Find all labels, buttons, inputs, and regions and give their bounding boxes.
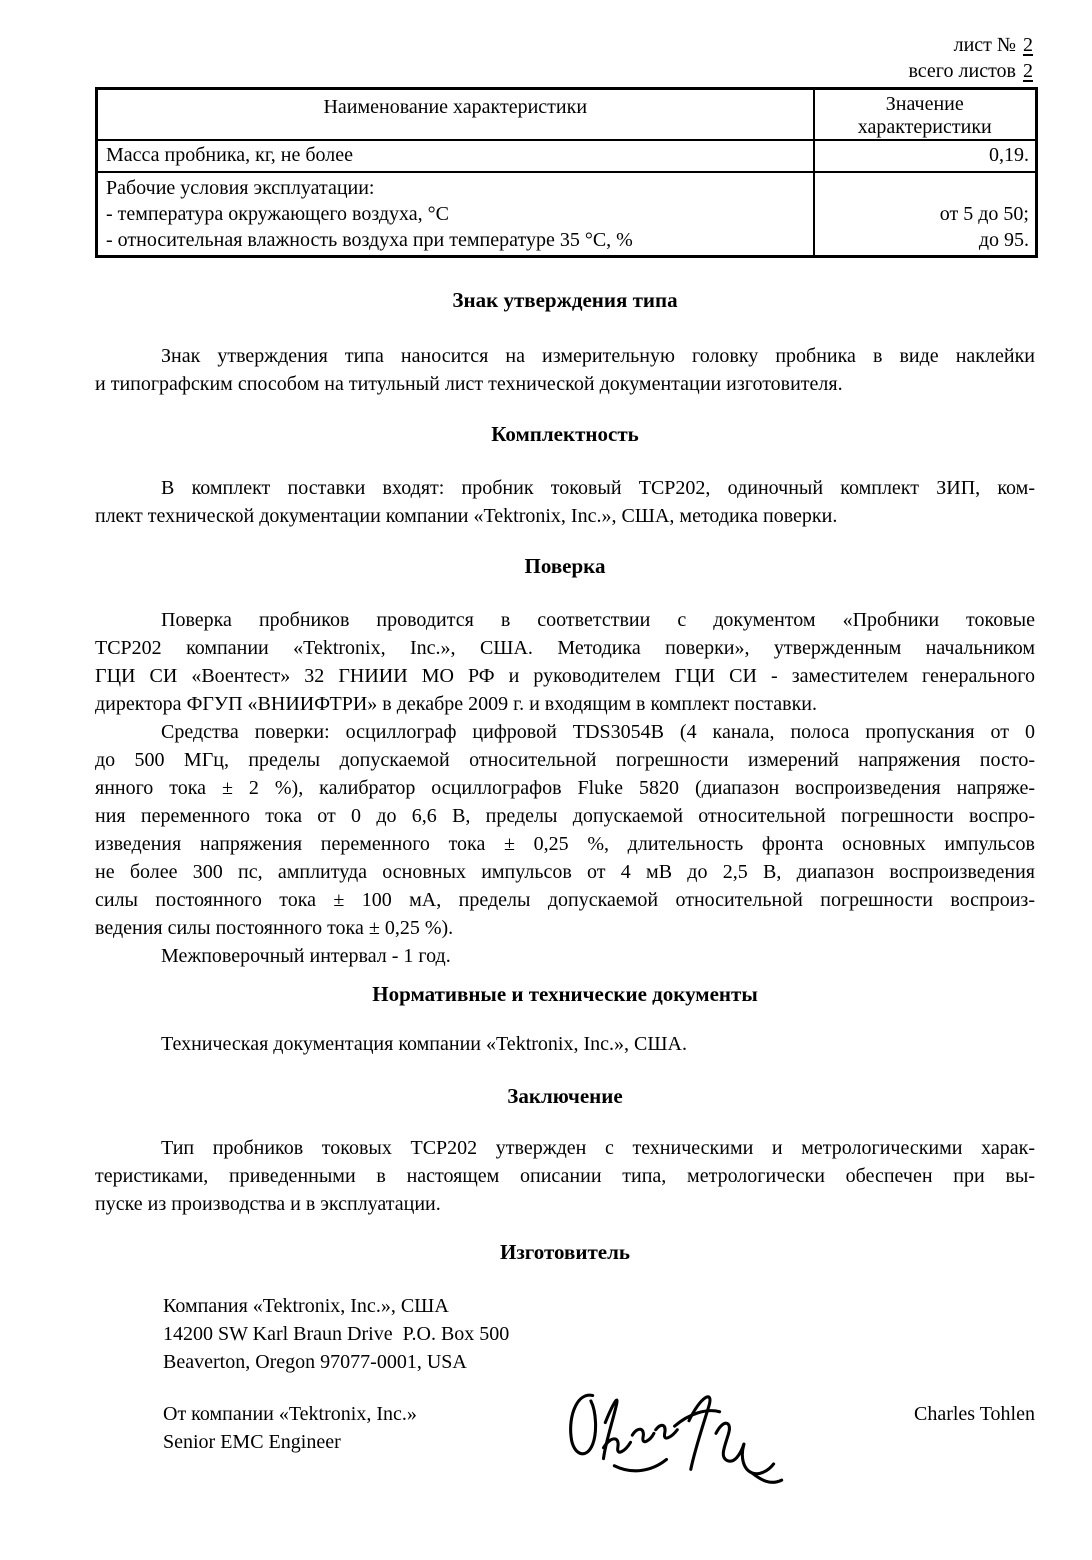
approval-mark-paragraph: Знак утверждения типа наносится на измерительную головку пробника в виде наклейки и типографским способом на титульный лист технической документации изготовителя. <box>95 345 1035 395</box>
column-header-value: Значение характеристики <box>814 89 1037 141</box>
normative-docs-paragraph: Техническая документация компании «Tektronix, Inc.», США. <box>161 1033 687 1055</box>
title-normative: Нормативные и технические документы <box>372 982 758 1006</box>
verification-paragraph-1: Поверка пробников проводится в соответствии с документом «Пробники токовые TCP202 компании «Tektronix, Inc.», США. Методика поверки», утвержденным начальником ГЦИ СИ «Воентест» 32 ГНИИИ МО РФ и руководителем ГЦИ СИ - заместителем генерального директора ФГУП «ВНИИФТРИ» в декабре 2009 г. и входящим в комплект поставки. <box>95 609 1035 715</box>
sheet-number: 2 <box>1023 34 1033 56</box>
signature-row <box>95 1400 1035 1489</box>
row-mass-name: Масса пробника, кг, не более <box>97 140 814 172</box>
signer-name: Charles Tohlen <box>914 1403 1035 1425</box>
table-row <box>97 172 1037 257</box>
signer-role-block: От компании «Tektronix, Inc.» Senior EMC Engineer <box>163 1403 417 1453</box>
total-sheets-number: 2 <box>1023 60 1033 82</box>
table-row <box>97 140 1037 172</box>
title-conclusion: Заключение <box>507 1084 623 1108</box>
row-conditions-value: от 5 до 50; до 95. <box>814 172 1037 257</box>
total-sheets-label: всего листов <box>908 60 1016 82</box>
total-sheets-line <box>95 58 1035 84</box>
completeness-paragraph: В комплект поставки входят: пробник токовый TCP202, одиночный комплект ЗИП, ком- плект технической документации компании «Tektronix, Inc.», США, методика поверки. <box>95 477 1035 527</box>
row-mass-value: 0,19. <box>814 140 1037 172</box>
column-header-name: Наименование характеристики <box>97 89 814 141</box>
title-verification: Поверка <box>524 554 606 578</box>
characteristics-table <box>95 87 1038 258</box>
manufacturer-address: Компания «Tektronix, Inc.», США 14200 SW Karl Braun Drive P.O. Box 500 Beaverton, Oregon 97077-0001, USA <box>163 1295 510 1373</box>
sheet-label: лист № <box>953 34 1016 56</box>
title-manufacturer: Изготовитель <box>500 1240 630 1264</box>
table-header-row <box>97 89 1037 141</box>
conclusion-paragraph: Тип пробников токовых TCP202 утвержден с техническими и метрологическими харак- теристиками, приведенными в настоящем описании типа, метрологически обеспечен при вы- пуске из производства и в эксплуатации. <box>95 1137 1035 1215</box>
verification-paragraph-2: Средства поверки: осциллограф цифровой TDS3054B (4 канала, полоса пропускания от 0 до 500 МГц, пределы допускаемой относительной погрешности измерений напряжения посто- янного тока ± 2 %), калибратор осциллографов Fluke 5820 (диапазон воспроизведения напряже- ния переменного тока от 0 до 6,6 В, пределы допускаемой относительной погрешности воспро- изведения напряжения переменного тока ± 0,25 %, длительность фронта основных импульсов не более 300 пс, амплитуда основных импульсов от 4 мВ до 2,5 В, диапазон воспроизведения силы постоянного тока ± 100 мА, пределы допускаемой относительной погрешности воспроиз- ведения силы постоянного тока ± 0,25 %). <box>95 721 1035 939</box>
title-approval-mark: Знак утверждения типа <box>452 288 678 312</box>
handwritten-signature-icon <box>563 1384 788 1489</box>
row-conditions-name: Рабочие условия эксплуатации: - температура окружающего воздуха, °С - относительная влажность воздуха при температуре 35 °С, % <box>97 172 814 257</box>
verification-paragraph-3: Межповерочный интервал - 1 год. <box>161 945 451 967</box>
sheet-number-line <box>95 32 1035 58</box>
title-completeness: Комплектность <box>491 422 639 446</box>
sheet-info <box>95 32 1035 84</box>
